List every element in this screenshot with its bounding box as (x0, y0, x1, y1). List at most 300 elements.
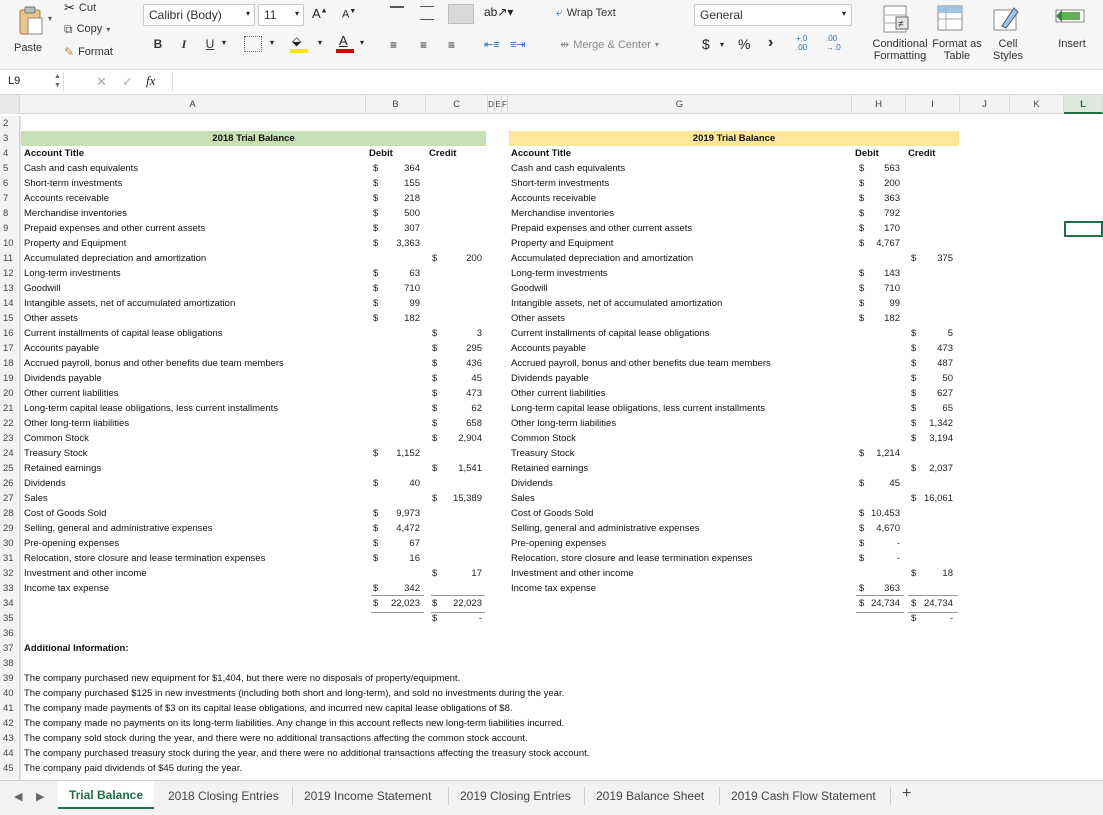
header-credit-2019[interactable]: Credit (908, 148, 936, 159)
font-color-dropdown-icon[interactable]: ▾ (360, 38, 365, 47)
account-title-2018[interactable]: Dividends payable (24, 373, 102, 384)
account-title-2018[interactable]: Property and Equipment (24, 238, 127, 249)
tab-2019-balance-sheet[interactable]: 2019 Balance Sheet (596, 789, 705, 803)
account-title-2019[interactable]: Common Stock (511, 433, 576, 444)
title-2019[interactable]: 2019 Trial Balance (509, 131, 959, 146)
tab-trial-balance[interactable]: Trial Balance (58, 781, 154, 809)
account-title-2018[interactable]: Cash and cash equivalents (24, 163, 139, 174)
row-number[interactable]: 41 (0, 701, 20, 716)
align-top-icon[interactable] (390, 6, 404, 20)
paste-dropdown-icon[interactable]: ▾ (48, 14, 53, 23)
scroll-left-icon[interactable]: ◀ (14, 791, 23, 803)
header-debit-2018[interactable]: Debit (369, 148, 393, 159)
paste-button[interactable] (10, 4, 48, 60)
debit-2019-value[interactable]: 363 (884, 193, 900, 204)
debit-2018-value[interactable]: 63 (409, 268, 420, 279)
header-account-title-2019[interactable]: Account Title (511, 148, 571, 159)
row-number[interactable]: 40 (0, 686, 20, 701)
debit-2019-value[interactable]: 4,670 (876, 523, 900, 534)
account-title-2018[interactable]: Sales (24, 493, 48, 504)
fill-color-dropdown-icon[interactable]: ▾ (318, 38, 323, 47)
account-title-2018[interactable]: Accounts receivable (24, 193, 110, 204)
debit-2018-value[interactable]: 3,363 (396, 238, 420, 249)
account-title-2018[interactable]: Accounts payable (24, 343, 99, 354)
conditional-formatting-button[interactable] (870, 2, 930, 66)
debit-2018-currency-symbol: $ (373, 478, 379, 489)
increase-font-button[interactable]: A▲ (312, 6, 328, 21)
debit-2018-value[interactable]: 155 (404, 178, 420, 189)
debit-2018-value[interactable]: 364 (404, 163, 420, 174)
row-number[interactable]: 21 (0, 401, 20, 416)
row-number[interactable]: 36 (0, 626, 20, 641)
credit-2019-currency-symbol: $ (911, 433, 917, 444)
account-title-2018[interactable]: Relocation, store closure and lease termination expenses (24, 553, 266, 564)
account-title-2018[interactable]: Cost of Goods Sold (24, 508, 107, 519)
align-right-icon[interactable]: ≡ (448, 38, 456, 52)
row-number[interactable]: 6 (0, 176, 20, 191)
format-as-table-button[interactable] (932, 2, 982, 66)
wrap-text-button[interactable] (556, 5, 616, 20)
credit-2019-value[interactable]: 1,342 (929, 418, 953, 429)
row-number[interactable]: 37 (0, 641, 20, 656)
table-row (0, 176, 1103, 191)
number-format-value: General (700, 8, 743, 22)
account-title-2019[interactable]: Other current liabilities (511, 388, 606, 399)
note-text[interactable]: The company paid dividends of $45 during the year. (24, 763, 243, 774)
credit-2018-currency-symbol: $ (432, 328, 438, 339)
debit-2019-value[interactable]: 1,214 (876, 448, 900, 459)
table-row (0, 236, 1103, 251)
debit-2018-value[interactable]: 342 (404, 583, 420, 594)
tab-2019-income-statement[interactable]: 2019 Income Statement (304, 789, 432, 803)
increase-decimal-button[interactable]: +.0 .00 (796, 34, 808, 52)
account-title-2019[interactable]: Dividends payable (511, 373, 589, 384)
account-title-2019[interactable]: Pre-opening expenses (511, 538, 607, 549)
fill-color-icon[interactable]: ⬙ (288, 32, 310, 54)
row-number[interactable]: 39 (0, 671, 20, 686)
account-title-2018[interactable]: Other assets (24, 313, 78, 324)
account-title-2018[interactable]: Selling, general and administrative expenses (24, 523, 213, 534)
account-title-2019[interactable]: Short-term investments (511, 178, 610, 189)
column-header-h[interactable]: H (852, 95, 906, 114)
bold-button[interactable]: B (153, 37, 163, 51)
row-number[interactable]: 14 (0, 296, 20, 311)
account-title-2019[interactable]: Other assets (511, 313, 565, 324)
copy-button[interactable] (64, 21, 110, 37)
row-number[interactable]: 42 (0, 716, 20, 731)
number-format-dropdown[interactable] (694, 4, 852, 26)
decrease-font-button[interactable]: A▼ (342, 8, 357, 21)
row-number[interactable]: 9 (0, 221, 20, 236)
column-header-g[interactable]: G (508, 95, 852, 114)
debit-2019-currency-symbol: $ (859, 208, 865, 219)
row-number[interactable]: 38 (0, 656, 20, 671)
debit-2018-value[interactable]: 40 (409, 478, 420, 489)
align-left-icon[interactable]: ≡ (390, 38, 398, 52)
cell-styles-icon (992, 4, 1022, 34)
account-title-2018[interactable]: Prepaid expenses and other current assets (24, 223, 206, 234)
merge-center-label: Merge & Center (573, 38, 651, 51)
debit-2019-value[interactable]: 170 (884, 223, 900, 234)
account-title-2018[interactable]: Other current liabilities (24, 388, 119, 399)
credit-2018-currency-symbol: $ (432, 598, 438, 609)
row-number[interactable]: 19 (0, 371, 20, 386)
account-title-2019[interactable]: Accounts payable (511, 343, 586, 354)
credit-2018-value[interactable]: 2,904 (458, 433, 482, 444)
debit-2019-value[interactable]: - (896, 538, 900, 549)
column-header-l[interactable]: L (1064, 95, 1103, 114)
row-number[interactable]: 18 (0, 356, 20, 371)
note-text[interactable]: The company made payments of $3 on its capital lease obligations, and incurred new capital lease obligations of $8. (24, 703, 513, 714)
credit-2018-value[interactable]: 1,541 (458, 463, 482, 474)
credit-2018-currency-symbol: $ (432, 373, 438, 384)
account-title-2018[interactable]: Goodwill (24, 283, 61, 294)
account-title-2019[interactable]: Prepaid expenses and other current assets (511, 223, 693, 234)
cell-styles-button[interactable] (986, 2, 1030, 66)
row-number[interactable]: 24 (0, 446, 20, 461)
name-box[interactable] (0, 72, 64, 92)
credit-2019-value[interactable]: 375 (937, 253, 953, 264)
credit-2018-value[interactable]: 17 (471, 568, 482, 579)
account-title-2019[interactable]: Retained earnings (511, 463, 589, 474)
row-number[interactable]: 34 (0, 596, 20, 611)
debit-2018-value[interactable]: 9,973 (396, 508, 420, 519)
account-title-2019[interactable]: Long-term capital lease obligations, less current installments (511, 403, 765, 414)
credit-2018-value[interactable]: 200 (466, 253, 482, 264)
credit-2019-value[interactable]: 50 (942, 373, 953, 384)
row-number[interactable]: 28 (0, 506, 20, 521)
debit-2019-value[interactable]: 99 (889, 298, 900, 309)
title-2018[interactable]: 2018 Trial Balance (21, 131, 486, 146)
align-center-icon[interactable]: ≡ (420, 38, 428, 52)
debit-2018-currency-symbol: $ (373, 268, 379, 279)
function-icon[interactable]: fx (146, 73, 156, 88)
account-title-2018[interactable]: Treasury Stock (24, 448, 88, 459)
credit-2019-value[interactable]: - (949, 613, 953, 624)
row-number[interactable]: 44 (0, 746, 20, 761)
row-number[interactable]: 3 (0, 131, 20, 146)
credit-2018-value[interactable]: 62 (471, 403, 482, 414)
column-header-f[interactable]: F (502, 95, 508, 114)
credit-2019-value[interactable]: 487 (937, 358, 953, 369)
row-number[interactable]: 17 (0, 341, 20, 356)
debit-2018-value[interactable]: 218 (404, 193, 420, 204)
debit-2018-value[interactable]: 500 (404, 208, 420, 219)
borders-icon[interactable] (244, 36, 262, 52)
debit-2019-value[interactable]: 24,734 (870, 598, 900, 609)
row-37 (0, 641, 1103, 656)
account-title-2019[interactable]: Relocation, store closure and lease termination expenses (511, 553, 753, 564)
note-text[interactable]: The company sold stock during the year, and there were no additional transactions affecting the common stock account. (24, 733, 528, 744)
debit-2018-value[interactable]: 4,472 (396, 523, 420, 534)
account-title-2019[interactable]: Dividends (511, 478, 553, 489)
credit-2018-value[interactable]: 295 (466, 343, 482, 354)
decrease-decimal-button[interactable]: .00 →.0 (826, 34, 841, 52)
column-header-d[interactable]: D (488, 95, 495, 114)
account-title-2019[interactable]: Merchandise inventories (511, 208, 614, 219)
account-title-2018[interactable]: Common Stock (24, 433, 89, 444)
row-number[interactable]: 20 (0, 386, 20, 401)
account-title-2019[interactable]: Goodwill (511, 283, 548, 294)
account-title-2018[interactable]: Long-term capital lease obligations, less current installments (24, 403, 278, 414)
note-text[interactable]: The company purchased new equipment for $1,404, but there were no disposals of property/equipment. (24, 673, 461, 684)
row-number[interactable]: 31 (0, 551, 20, 566)
font-name-value: Calibri (Body) (149, 8, 222, 22)
spreadsheet-grid[interactable] (0, 116, 1103, 780)
credit-2019-value[interactable]: 473 (937, 343, 953, 354)
credit-2018-value[interactable]: 3 (476, 328, 482, 339)
note-row (0, 671, 1103, 686)
row-number[interactable]: 22 (0, 416, 20, 431)
row-number[interactable]: 27 (0, 491, 20, 506)
row-number[interactable]: 15 (0, 311, 20, 326)
debit-2018-currency-symbol: $ (373, 538, 379, 549)
account-title-2019[interactable]: Cost of Goods Sold (511, 508, 594, 519)
italic-button[interactable]: I (181, 36, 187, 51)
total-line (856, 595, 904, 596)
debit-2019-value[interactable]: 10,453 (870, 508, 900, 519)
account-title-2018[interactable]: Investment and other income (24, 568, 147, 579)
ribbon (0, 0, 1103, 70)
debit-2019-value[interactable]: 143 (884, 268, 900, 279)
credit-2019-value[interactable]: 2,037 (929, 463, 953, 474)
column-header-i[interactable]: I (906, 95, 960, 114)
account-title-2018[interactable]: Intangible assets, net of accumulated amortization (24, 298, 236, 309)
column-header-k[interactable]: K (1010, 95, 1064, 114)
chevron-down-icon: ▾ (245, 9, 250, 18)
underline-dropdown-icon[interactable]: ▾ (222, 38, 227, 47)
debit-2019-currency-symbol: $ (859, 313, 865, 324)
row-number[interactable]: 4 (0, 146, 20, 161)
cut-button[interactable] (64, 0, 96, 16)
debit-2018-value[interactable]: 1,152 (396, 448, 420, 459)
row-number[interactable]: 25 (0, 461, 20, 476)
credit-2019-value[interactable]: 18 (942, 568, 953, 579)
enter-icon[interactable]: ✓ (122, 74, 133, 89)
select-all-corner[interactable] (0, 95, 20, 114)
debit-2019-currency-symbol: $ (859, 223, 865, 234)
selected-cell-l9[interactable] (1064, 221, 1103, 237)
column-header-c[interactable]: C (426, 95, 488, 114)
account-title-2019[interactable]: Investment and other income (511, 568, 634, 579)
credit-2019-currency-symbol: $ (911, 358, 917, 369)
formula-input[interactable] (172, 72, 1092, 92)
credit-2019-value[interactable]: 627 (937, 388, 953, 399)
credit-2019-value[interactable]: 24,734 (923, 598, 953, 609)
account-title-2019[interactable]: Current installments of capital lease obligations (511, 328, 710, 339)
debit-2019-value[interactable]: 710 (884, 283, 900, 294)
font-name-dropdown[interactable] (143, 4, 255, 26)
debit-2019-value[interactable]: 200 (884, 178, 900, 189)
credit-2019-value[interactable]: 16,061 (923, 493, 953, 504)
row-number[interactable]: 5 (0, 161, 20, 176)
account-title-2019[interactable]: Selling, general and administrative expenses (511, 523, 700, 534)
conditional-formatting-label: Conditional Formatting (872, 38, 928, 62)
credit-2018-currency-symbol: $ (432, 418, 438, 429)
decrease-indent-icon[interactable]: ⇤≡ (484, 39, 500, 51)
account-title-2019[interactable]: Accumulated depreciation and amortization (511, 253, 694, 264)
account-title-2019[interactable]: Cash and cash equivalents (511, 163, 626, 174)
credit-2018-value[interactable]: 22,023 (452, 598, 482, 609)
header-account-title-2018[interactable]: Account Title (24, 148, 84, 159)
merge-center-button[interactable] (560, 38, 659, 51)
additional-info-label[interactable]: Additional Information: (24, 643, 129, 654)
account-title-2018[interactable]: Income tax expense (24, 583, 110, 594)
column-header-j[interactable]: J (960, 95, 1010, 114)
table-row (0, 431, 1103, 446)
debit-2019-value[interactable]: 363 (884, 583, 900, 594)
debit-2018-value[interactable]: 16 (409, 553, 420, 564)
account-title-2018[interactable]: Merchandise inventories (24, 208, 127, 219)
debit-2018-value[interactable]: 67 (409, 538, 420, 549)
account-title-2019[interactable]: Property and Equipment (511, 238, 614, 249)
sheet-tabs-bar (0, 780, 1103, 815)
font-size-dropdown[interactable] (258, 4, 304, 26)
debit-2019-value[interactable]: 45 (889, 478, 900, 489)
paintbrush-icon: ✎ (64, 45, 75, 59)
row-number[interactable]: 7 (0, 191, 20, 206)
credit-2019-value[interactable]: 65 (942, 403, 953, 414)
row-number[interactable]: 23 (0, 431, 20, 446)
account-title-2019[interactable]: Other long-term liabilities (511, 418, 617, 429)
account-title-2018[interactable]: Pre-opening expenses (24, 538, 120, 549)
account-title-2019[interactable]: Intangible assets, net of accumulated amortization (511, 298, 723, 309)
account-title-2018[interactable]: Other long-term liabilities (24, 418, 130, 429)
row-number[interactable]: 2 (0, 116, 20, 131)
align-bottom-icon[interactable] (448, 4, 474, 24)
tab-2018-closing-entries[interactable]: 2018 Closing Entries (168, 789, 279, 803)
note-row (0, 731, 1103, 746)
account-title-2019[interactable]: Treasury Stock (511, 448, 575, 459)
debit-2019-value[interactable]: 792 (884, 208, 900, 219)
debit-2018-value[interactable]: 99 (409, 298, 420, 309)
row-number[interactable]: 8 (0, 206, 20, 221)
credit-2018-currency-symbol: $ (432, 343, 438, 354)
account-title-2019[interactable]: Income tax expense (511, 583, 597, 594)
credit-2018-value[interactable]: 658 (466, 418, 482, 429)
tab-2019-closing-entries[interactable]: 2019 Closing Entries (460, 789, 571, 803)
table-row (0, 536, 1103, 551)
column-header-e[interactable]: E (495, 95, 502, 114)
note-text[interactable]: The company made no payments on its long-term liabilities. Any change in this account reflects new long-term liabilities incurred. (24, 718, 565, 729)
row-number[interactable]: 30 (0, 536, 20, 551)
table-row (0, 401, 1103, 416)
note-text[interactable]: The company purchased treasury stock during the year, and there were no additional transactions affecting the treasury stock account. (24, 748, 590, 759)
account-title-2018[interactable]: Accumulated depreciation and amortization (24, 253, 207, 264)
header-credit-2018[interactable]: Credit (429, 148, 457, 159)
row-number[interactable]: 33 (0, 581, 20, 596)
account-title-2018[interactable]: Long-term investments (24, 268, 121, 279)
row-number[interactable]: 26 (0, 476, 20, 491)
row-number[interactable]: 13 (0, 281, 20, 296)
debit-2019-value[interactable]: 4,767 (876, 238, 900, 249)
row-number[interactable]: 29 (0, 521, 20, 536)
row-number[interactable]: 16 (0, 326, 20, 341)
account-title-2019[interactable]: Accounts receivable (511, 193, 597, 204)
credit-2018-value[interactable]: 436 (466, 358, 482, 369)
credit-2018-currency-symbol: $ (432, 253, 438, 264)
align-middle-icon[interactable] (420, 6, 434, 20)
account-title-2019[interactable]: Accrued payroll, bonus and other benefits due team members (511, 358, 771, 369)
header-debit-2019[interactable]: Debit (855, 148, 879, 159)
name-box-stepper-icon: ▲ ▼ (54, 73, 61, 89)
currency-dropdown-icon[interactable]: ▾ (720, 40, 725, 49)
table-row (0, 581, 1103, 596)
account-title-2018[interactable]: Accrued payroll, bonus and other benefits due team members (24, 358, 284, 369)
underline-button[interactable]: U (205, 37, 215, 51)
credit-2019-currency-symbol: $ (911, 328, 917, 339)
debit-2018-currency-symbol: $ (373, 583, 379, 594)
row-number[interactable]: 12 (0, 266, 20, 281)
borders-dropdown-icon[interactable]: ▾ (270, 38, 275, 47)
row-number[interactable]: 32 (0, 566, 20, 581)
credit-2018-currency-symbol: $ (432, 433, 438, 444)
font-color-icon[interactable]: A (334, 32, 356, 54)
row-number[interactable]: 10 (0, 236, 20, 251)
account-title-2018[interactable]: Current installments of capital lease obligations (24, 328, 223, 339)
credit-2019-value[interactable]: 5 (947, 328, 953, 339)
row-4 (0, 146, 1103, 161)
insert-button[interactable] (1050, 2, 1094, 66)
cancel-icon[interactable]: ✕ (96, 74, 107, 89)
merge-icon: ⇹ (560, 39, 570, 51)
credit-2018-value[interactable]: 473 (466, 388, 482, 399)
row-number[interactable]: 11 (0, 251, 20, 266)
debit-2019-value[interactable]: - (896, 553, 900, 564)
row-number[interactable]: 45 (0, 761, 20, 776)
column-header-b[interactable]: B (366, 95, 426, 114)
credit-2018-value[interactable]: - (478, 613, 482, 624)
debit-2018-value[interactable]: 710 (404, 283, 420, 294)
table-row (0, 596, 1103, 611)
account-title-2018[interactable]: Short-term investments (24, 178, 123, 189)
debit-2018-currency-symbol: $ (373, 223, 379, 234)
currency-button[interactable]: $ (702, 36, 710, 52)
debit-2018-value[interactable]: 307 (404, 223, 420, 234)
comma-style-button[interactable]: › (768, 34, 774, 51)
format-painter-button[interactable] (64, 44, 113, 60)
scroll-right-icon[interactable]: ▶ (36, 791, 45, 803)
percent-button[interactable]: % (738, 36, 751, 52)
table-row (0, 476, 1103, 491)
note-row (0, 701, 1103, 716)
account-title-2018[interactable]: Retained earnings (24, 463, 102, 474)
credit-2019-value[interactable]: 3,194 (929, 433, 953, 444)
row-number[interactable]: 43 (0, 731, 20, 746)
note-text[interactable]: The company purchased $125 in new investments (including both short and long-term), and sold no investments during the year. (24, 688, 565, 699)
column-headers (0, 95, 1103, 114)
column-header-a[interactable]: A (20, 95, 366, 114)
cut-label: Cut (78, 2, 97, 14)
orientation-icon[interactable]: ab↗▾ (484, 5, 514, 19)
add-sheet-button[interactable]: + (902, 785, 912, 802)
account-title-2019[interactable]: Long-term investments (511, 268, 608, 279)
debit-2018-value[interactable]: 182 (404, 313, 420, 324)
debit-2018-value[interactable]: 22,023 (390, 598, 420, 609)
row-number[interactable]: 35 (0, 611, 20, 626)
account-title-2018[interactable]: Dividends (24, 478, 66, 489)
credit-2019-currency-symbol: $ (911, 598, 917, 609)
table-row (0, 266, 1103, 281)
credit-2018-value[interactable]: 45 (471, 373, 482, 384)
debit-2019-value[interactable]: 563 (884, 163, 900, 174)
increase-indent-icon[interactable]: ≡⇥ (510, 39, 526, 51)
credit-2018-value[interactable]: 15,389 (452, 493, 482, 504)
account-title-2019[interactable]: Sales (511, 493, 535, 504)
debit-2019-value[interactable]: 182 (884, 313, 900, 324)
credit-2018-currency-symbol: $ (432, 463, 438, 474)
tab-2019-cash-flow-statement[interactable]: 2019 Cash Flow Statement (731, 789, 876, 803)
